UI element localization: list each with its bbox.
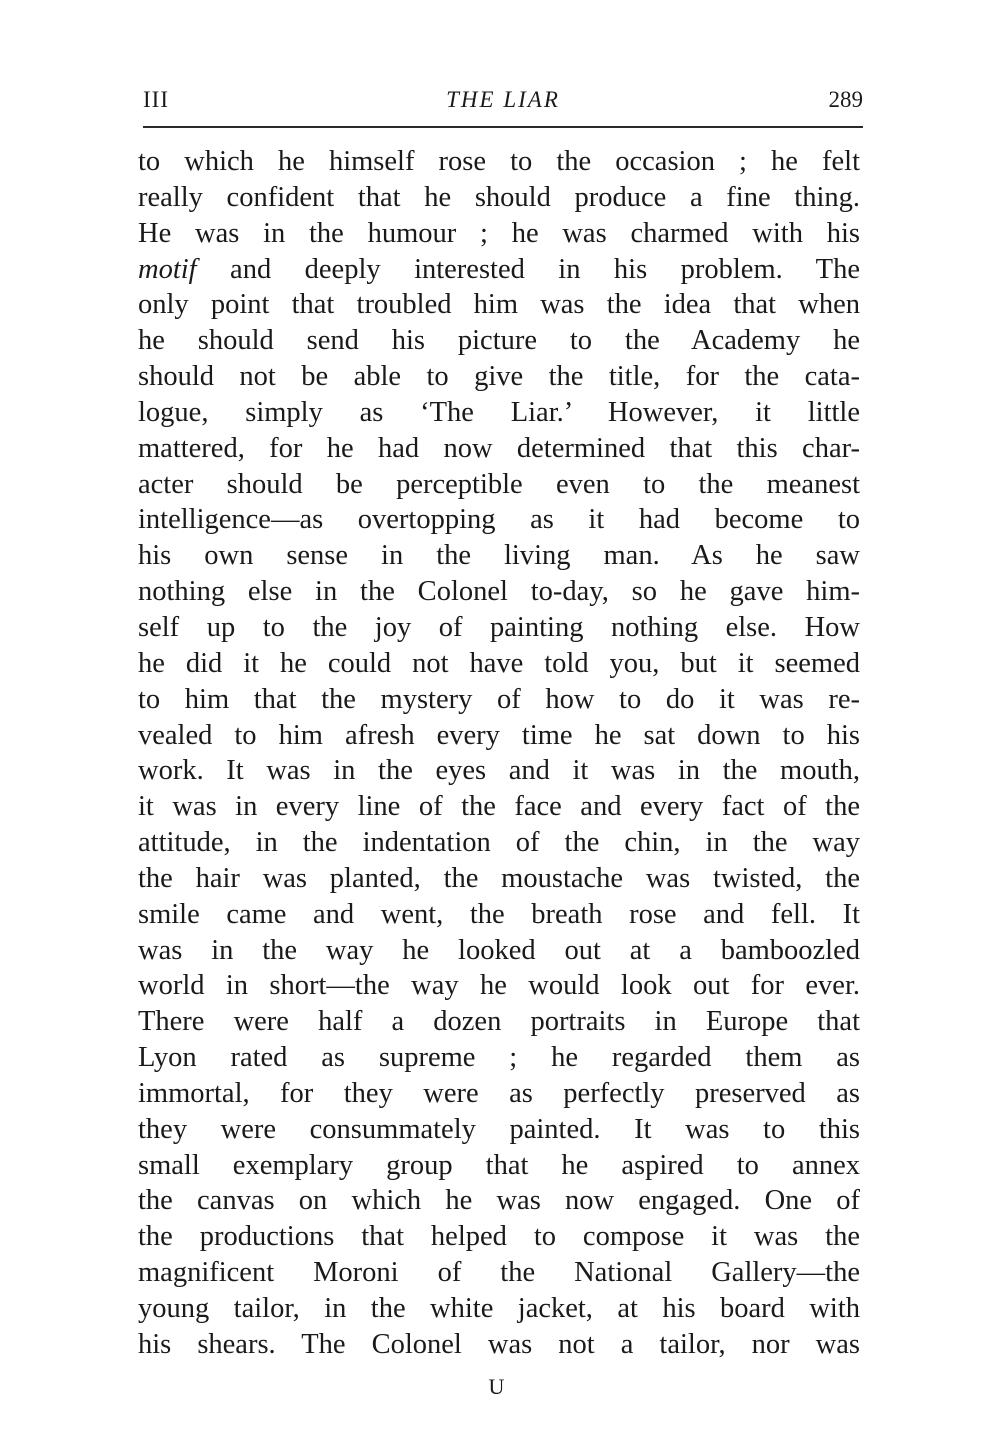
text-line: he should send his picture to the Academy he (138, 325, 860, 357)
italic-word: motif (138, 253, 197, 285)
text-line: really confident that he should produce a fine thing. (138, 181, 860, 213)
running-title: THE LIAR (446, 87, 560, 112)
text-line: it was in every line of the face and every fact of the (138, 791, 860, 823)
body-text (138, 144, 860, 1363)
text-line: to which he himself rose to the occasion ; he felt (138, 146, 860, 177)
text-line-rest: and deeply interested in his problem. The (196, 253, 860, 285)
text-line: to him that the mystery of how to do it was re- (138, 683, 860, 715)
chapter-numeral: III (143, 87, 169, 112)
text-line-with-italic (138, 252, 860, 288)
text-line: mattered, for he had now determined that this char- (138, 432, 860, 464)
text-line: smile came and went, the breath rose and fell. It (138, 898, 860, 930)
text-line: There were half a dozen portraits in Europe that (138, 1006, 860, 1038)
text-line: the canvas on which he was now engaged. One of (138, 1185, 860, 1217)
text-line: intelligence—as overtopping as it had become to (138, 504, 860, 536)
text-line: magnificent Moroni of the National Gallery—the (138, 1257, 860, 1289)
text-line: nothing else in the Colonel to-day, so he gave him- (138, 576, 860, 608)
text-line: small exemplary group that he aspired to annex (138, 1149, 860, 1181)
text-line: only point that troubled him was the idea that when (138, 289, 860, 321)
text-line: the hair was planted, the moustache was twisted, the (138, 862, 860, 894)
text-line: the productions that helped to compose it was the (138, 1221, 860, 1253)
text-line: self up to the joy of painting nothing else. How (138, 611, 860, 643)
text-line: acter should be perceptible even to the meanest (138, 468, 860, 500)
text-line: work. It was in the eyes and it was in the mouth, (138, 755, 860, 787)
text-line: immortal, for they were as perfectly preserved as (138, 1077, 860, 1109)
text-line: his shears. The Colonel was not a tailor, nor was (138, 1328, 860, 1360)
text-line: should not be able to give the title, for the cata- (138, 361, 860, 393)
page-number: 289 (828, 87, 863, 112)
text-line: logue, simply as ‘The Liar.’ However, it little (138, 396, 860, 428)
text-line: his own sense in the living man. As he saw (138, 540, 860, 572)
text-line: world in short—the way he would look out for ever. (138, 970, 860, 1002)
text-line: attitude, in the indentation of the chin, in the way (138, 827, 860, 859)
running-header (143, 82, 863, 118)
header-rule (143, 126, 863, 128)
signature-mark: U (488, 1374, 505, 1399)
text-line: young tailor, in the white jacket, at his board with (138, 1293, 860, 1324)
text-line: He was in the humour ; he was charmed with his (138, 217, 860, 249)
text-line: vealed to him afresh every time he sat down to his (138, 719, 860, 751)
text-line: they were consummately painted. It was to this (138, 1113, 860, 1145)
text-line: was in the way he looked out at a bamboozled (138, 934, 860, 966)
text-line: Lyon rated as supreme ; he regarded them as (138, 1042, 860, 1074)
text-line: he did it he could not have told you, but it seemed (138, 647, 860, 679)
